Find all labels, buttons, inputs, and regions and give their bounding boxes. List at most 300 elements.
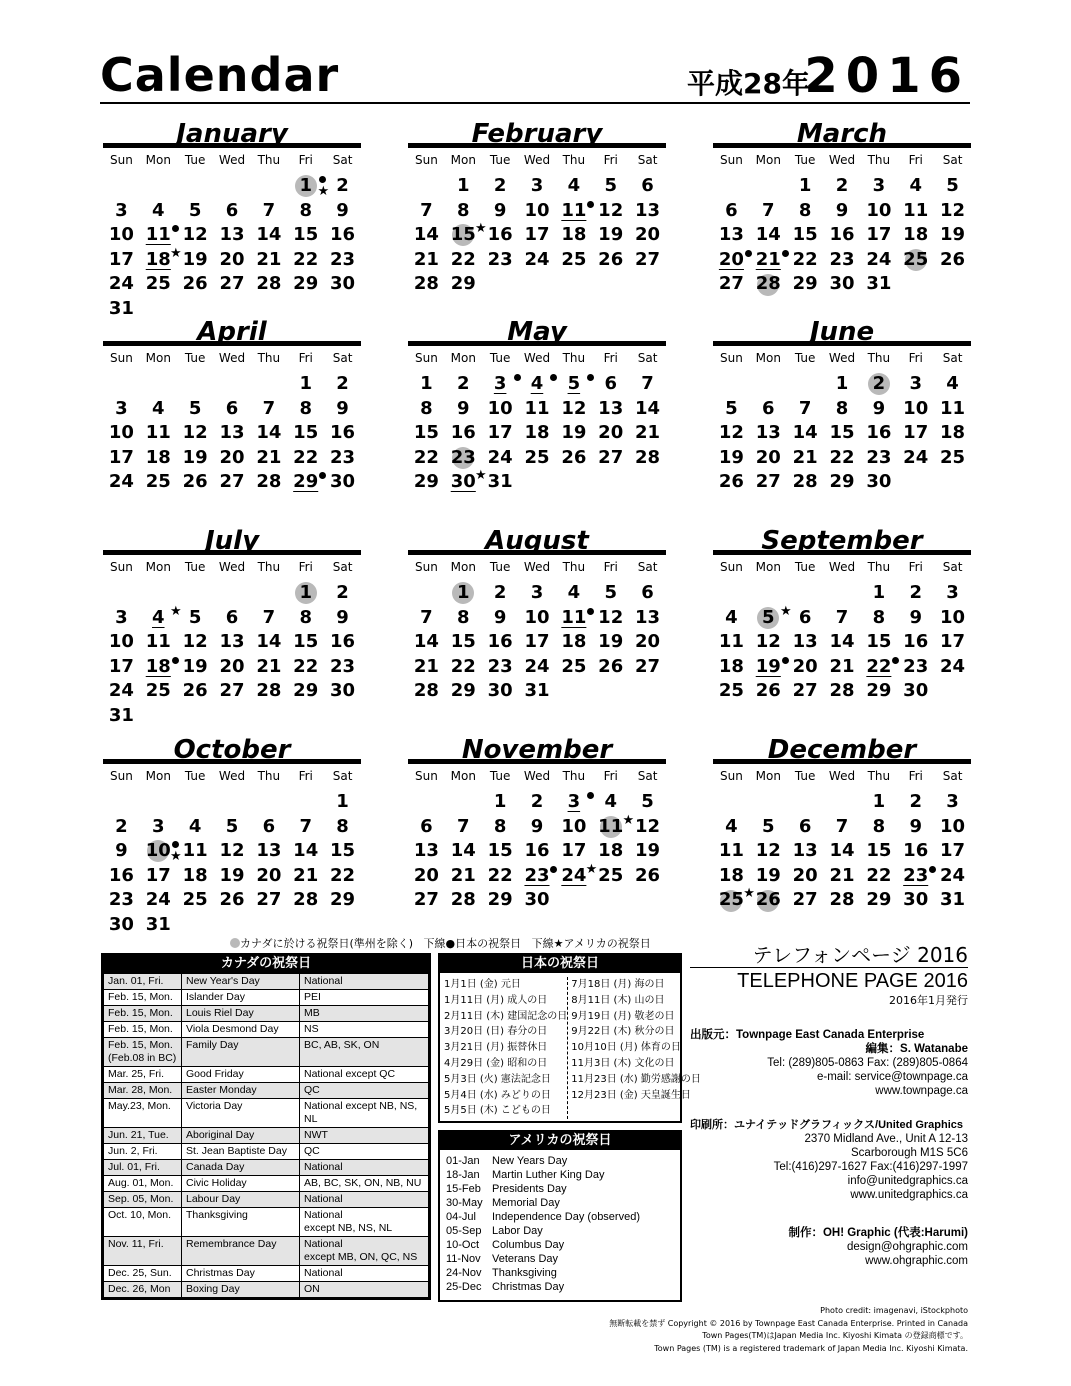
day-cell bbox=[214, 679, 251, 704]
day-cell bbox=[934, 421, 971, 446]
day-cell bbox=[629, 630, 666, 655]
day-number: 7 bbox=[457, 815, 470, 837]
day-cell bbox=[713, 421, 750, 446]
empty-cell bbox=[408, 790, 445, 815]
weekday-header bbox=[713, 768, 971, 784]
day-number: 22 bbox=[293, 248, 319, 270]
printer-addr2: Scarborough M1S 5C6 bbox=[851, 1147, 968, 1159]
weekday-label: Sat bbox=[942, 153, 963, 167]
day-cell bbox=[824, 888, 861, 913]
day-cell bbox=[324, 679, 361, 704]
day-number: 6 bbox=[641, 582, 654, 603]
usa-holiday-star-icon: ★ bbox=[585, 861, 598, 877]
day-number: 11 bbox=[940, 397, 966, 419]
day-cell bbox=[408, 397, 445, 422]
month-name: May bbox=[408, 318, 666, 346]
day-cell bbox=[103, 815, 140, 840]
day-number: 18 bbox=[718, 864, 744, 886]
day-cell bbox=[555, 248, 592, 273]
day-number: 14 bbox=[413, 224, 439, 246]
day-cell bbox=[103, 839, 140, 864]
day-number: 1 bbox=[457, 582, 470, 603]
day-number: 18 bbox=[940, 422, 966, 444]
day-cell bbox=[177, 223, 214, 248]
day-cell bbox=[897, 446, 934, 471]
holiday-region: National bbox=[300, 1266, 429, 1282]
day-number: 29 bbox=[866, 889, 892, 911]
holiday-date: Mar. 25, Fri. bbox=[104, 1067, 182, 1083]
day-number: 11 bbox=[718, 631, 744, 653]
holiday-name: Columbus Day bbox=[492, 1239, 565, 1251]
empty-cell bbox=[103, 174, 140, 199]
day-cell bbox=[445, 655, 482, 680]
day-cell bbox=[860, 790, 897, 815]
day-cell bbox=[287, 679, 324, 704]
day-number: 20 bbox=[219, 248, 245, 270]
empty-cell bbox=[177, 372, 214, 397]
weekday-label: Fri bbox=[603, 560, 618, 574]
usa-holiday-star-icon: ★ bbox=[743, 886, 755, 902]
day-number: 1 bbox=[872, 582, 886, 603]
weekday-label: Mon bbox=[755, 560, 781, 574]
weekday-label: Tue bbox=[489, 153, 511, 167]
holiday-region: NS bbox=[300, 1022, 429, 1038]
day-number: 19 bbox=[182, 248, 208, 270]
empty-cell bbox=[787, 581, 824, 606]
day-number: 20 bbox=[635, 224, 661, 246]
month-name: September bbox=[713, 527, 971, 555]
canada-row bbox=[104, 1006, 429, 1022]
day-number: 27 bbox=[219, 471, 245, 493]
day-number: 27 bbox=[792, 889, 818, 911]
printer-web[interactable]: www.unitedgraphics.ca bbox=[850, 1189, 968, 1201]
day-number: 1 bbox=[299, 373, 312, 394]
day-number: 30 bbox=[330, 471, 356, 493]
day-number: 28 bbox=[450, 889, 476, 911]
day-cell bbox=[140, 839, 182, 865]
day-number: 14 bbox=[413, 631, 439, 653]
empty-cell bbox=[787, 790, 824, 815]
holiday-date: Nov. 11, Fri. bbox=[104, 1237, 182, 1266]
month-november bbox=[408, 736, 666, 913]
day-number: 8 bbox=[336, 815, 349, 837]
day-number: 24 bbox=[524, 248, 550, 270]
japan-holiday-item: 9月19日 (月) 敬老の日 bbox=[571, 1010, 675, 1022]
day-number: 16 bbox=[866, 422, 892, 444]
day-cell bbox=[750, 421, 787, 446]
day-cell bbox=[860, 223, 897, 248]
day-number: 2 bbox=[457, 373, 470, 394]
day-cell bbox=[103, 223, 140, 248]
day-cell bbox=[250, 199, 287, 224]
day-number: 5 bbox=[762, 606, 775, 628]
day-number: 24 bbox=[108, 471, 134, 493]
day-number: 15 bbox=[450, 224, 476, 246]
empty-cell bbox=[287, 790, 324, 815]
day-number: 18 bbox=[561, 224, 587, 246]
day-cell bbox=[629, 839, 666, 864]
holiday-name: Independence Day (observed) bbox=[492, 1211, 640, 1223]
day-cell bbox=[713, 272, 750, 297]
production-web[interactable]: www.ohgraphic.com bbox=[865, 1255, 968, 1267]
production-email[interactable]: design@ohgraphic.com bbox=[847, 1241, 968, 1253]
day-number: 22 bbox=[293, 655, 319, 677]
day-number: 29 bbox=[450, 273, 476, 295]
japan-table-title: 日本の祝祭日 bbox=[440, 955, 680, 973]
day-cell bbox=[555, 630, 592, 655]
day-cell bbox=[519, 421, 556, 446]
day-number: 11 bbox=[561, 606, 587, 628]
day-number: 15 bbox=[413, 422, 439, 444]
day-number: 24 bbox=[108, 273, 134, 295]
day-cell bbox=[140, 655, 177, 680]
production-label: 制作：OH! Graphic (代表:Harumi) bbox=[788, 1227, 968, 1239]
holiday-region: AB, BC, SK, ON, NB, NU bbox=[300, 1176, 429, 1192]
day-grid bbox=[713, 581, 971, 704]
day-number: 13 bbox=[256, 840, 282, 862]
day-cell bbox=[324, 790, 361, 815]
day-number: 16 bbox=[330, 631, 356, 653]
canada-row bbox=[104, 1128, 429, 1144]
printer-label: 印刷所：ユナイテッドグラフィックス/United Graphics bbox=[690, 1119, 964, 1131]
day-cell bbox=[897, 581, 934, 606]
day-cell bbox=[482, 581, 519, 606]
day-number: 30 bbox=[866, 471, 892, 493]
day-cell bbox=[324, 630, 361, 655]
day-cell bbox=[824, 372, 861, 397]
day-cell bbox=[214, 199, 251, 224]
publisher-email[interactable]: e-mail: service@townpage.ca bbox=[816, 1071, 968, 1083]
day-grid bbox=[713, 372, 971, 495]
publisher-tel: Tel: (289)805-0863 Fax: (289)805-0864 bbox=[767, 1057, 968, 1069]
day-number: 21 bbox=[256, 446, 282, 468]
usa-holiday-star-icon: ★ bbox=[170, 245, 182, 261]
day-number: 11 bbox=[561, 199, 587, 221]
day-number: 9 bbox=[909, 606, 922, 628]
day-number: 21 bbox=[413, 248, 439, 270]
day-number: 23 bbox=[903, 864, 929, 886]
day-number: 19 bbox=[598, 631, 624, 653]
day-cell bbox=[214, 397, 251, 422]
day-cell bbox=[177, 606, 214, 631]
empty-cell bbox=[140, 790, 177, 815]
day-number: 9 bbox=[493, 199, 507, 221]
weekday-header bbox=[408, 152, 666, 168]
day-cell bbox=[177, 679, 214, 704]
day-cell bbox=[250, 679, 287, 704]
day-cell bbox=[482, 606, 519, 631]
day-cell bbox=[103, 272, 140, 297]
day-cell bbox=[408, 470, 445, 495]
day-cell bbox=[177, 864, 214, 889]
day-number: 7 bbox=[262, 606, 276, 628]
holiday-date: Mar. 28, Mon. bbox=[104, 1083, 182, 1099]
day-cell bbox=[897, 839, 934, 864]
day-number: 19 bbox=[635, 840, 661, 862]
day-number: 24 bbox=[866, 248, 892, 270]
day-number: 31 bbox=[108, 704, 134, 726]
japan-holiday-dot-icon bbox=[172, 225, 179, 232]
weekday-label: Thu bbox=[562, 769, 586, 783]
publisher-web[interactable]: www.townpage.ca bbox=[875, 1085, 968, 1097]
holiday-name: New Year's Day bbox=[182, 974, 300, 990]
day-cell bbox=[140, 245, 182, 273]
holiday-date: Oct. 10, Mon. bbox=[104, 1208, 182, 1237]
day-cell bbox=[713, 223, 750, 248]
day-number: 28 bbox=[413, 273, 439, 295]
holiday-region: National except MB, ON, QC, NS bbox=[300, 1237, 429, 1266]
holiday-name: Martin Luther King Day bbox=[492, 1169, 605, 1181]
day-number: 5 bbox=[725, 397, 738, 419]
weekday-label: Sat bbox=[637, 769, 658, 783]
day-cell bbox=[140, 815, 177, 840]
day-cell bbox=[750, 248, 787, 273]
day-cell bbox=[519, 679, 556, 704]
holiday-legend bbox=[230, 935, 651, 951]
day-cell bbox=[177, 888, 214, 913]
day-cell bbox=[519, 815, 556, 840]
day-number: 26 bbox=[940, 248, 966, 270]
weekday-header bbox=[713, 350, 971, 366]
day-cell bbox=[214, 864, 251, 889]
holiday-region: National bbox=[300, 1192, 429, 1208]
weekday-label: Mon bbox=[450, 769, 476, 783]
day-cell bbox=[934, 446, 971, 471]
day-number: 14 bbox=[829, 631, 855, 653]
weekday-label: Thu bbox=[257, 560, 281, 574]
weekday-label: Tue bbox=[184, 769, 206, 783]
day-number: 16 bbox=[903, 840, 929, 862]
month-name: November bbox=[408, 736, 666, 764]
day-cell bbox=[787, 272, 824, 297]
day-cell bbox=[214, 223, 251, 248]
day-number: 8 bbox=[835, 397, 849, 419]
japan-holiday-dot-icon bbox=[172, 657, 179, 664]
day-number: 12 bbox=[598, 606, 624, 628]
japan-holiday-item: 5月4日 (水) みどりの日 bbox=[444, 1089, 551, 1101]
month-december bbox=[713, 736, 971, 913]
holiday-name: Christmas Day bbox=[182, 1266, 300, 1282]
weekday-label: Sun bbox=[110, 769, 133, 783]
day-cell bbox=[103, 421, 140, 446]
day-cell bbox=[482, 199, 519, 224]
day-cell bbox=[555, 839, 592, 864]
day-cell bbox=[324, 397, 361, 422]
day-cell bbox=[629, 372, 666, 397]
day-cell bbox=[750, 630, 787, 655]
canada-row bbox=[104, 1144, 429, 1160]
day-number: 5 bbox=[604, 175, 617, 196]
month-name: August bbox=[408, 527, 666, 555]
day-cell bbox=[482, 372, 519, 397]
day-number: 11 bbox=[718, 840, 744, 862]
day-number: 4 bbox=[604, 791, 617, 812]
day-number: 30 bbox=[524, 889, 550, 911]
day-number: 4 bbox=[946, 373, 959, 394]
day-number: 7 bbox=[835, 815, 849, 837]
weekday-label: Mon bbox=[755, 351, 781, 365]
holiday-name: New Years Day bbox=[492, 1155, 568, 1167]
day-number: 23 bbox=[450, 446, 476, 468]
day-cell bbox=[860, 655, 897, 680]
empty-cell bbox=[713, 790, 750, 815]
day-number: 15 bbox=[330, 840, 356, 862]
weekday-label: Thu bbox=[867, 351, 891, 365]
day-cell bbox=[592, 174, 629, 199]
day-number: 1 bbox=[457, 175, 470, 196]
day-cell bbox=[897, 655, 934, 680]
japan-holiday-item: 11月23日 (水) 勤労感謝の日 bbox=[571, 1073, 701, 1085]
usa-holiday-star-icon: ★ bbox=[475, 468, 487, 484]
day-number: 3 bbox=[115, 199, 128, 221]
day-number: 26 bbox=[598, 248, 624, 270]
day-number: 30 bbox=[108, 913, 134, 935]
day-cell bbox=[555, 861, 598, 889]
day-cell bbox=[324, 888, 361, 913]
day-cell bbox=[324, 815, 361, 840]
day-cell bbox=[787, 397, 824, 422]
day-cell bbox=[103, 864, 140, 889]
day-number: 8 bbox=[420, 397, 433, 419]
day-number: 28 bbox=[635, 446, 661, 468]
day-number: 30 bbox=[829, 273, 855, 295]
empty-cell bbox=[824, 581, 861, 606]
usa-holiday-item bbox=[446, 1182, 674, 1196]
weekday-label: Mon bbox=[755, 153, 781, 167]
holiday-region: National bbox=[300, 1160, 429, 1176]
day-cell bbox=[824, 397, 861, 422]
photo-credit: Photo credit: imagenavi, iStockphoto bbox=[820, 1306, 968, 1315]
month-february bbox=[408, 120, 666, 297]
day-cell bbox=[287, 864, 324, 889]
day-cell bbox=[860, 470, 897, 495]
day-number: 29 bbox=[293, 273, 319, 295]
day-cell bbox=[592, 864, 629, 889]
day-number: 28 bbox=[755, 273, 781, 295]
day-cell bbox=[519, 372, 556, 397]
day-number: 25 bbox=[598, 864, 624, 886]
day-number: 19 bbox=[182, 655, 208, 677]
day-cell bbox=[140, 470, 177, 495]
gray-circle-icon bbox=[230, 938, 240, 948]
day-cell bbox=[629, 446, 666, 471]
day-number: 27 bbox=[755, 471, 781, 493]
day-cell bbox=[750, 446, 787, 471]
weekday-label: Mon bbox=[145, 153, 171, 167]
month-july bbox=[103, 527, 361, 729]
weekday-label: Mon bbox=[450, 560, 476, 574]
day-cell bbox=[214, 655, 251, 680]
canada-row bbox=[104, 1067, 429, 1083]
day-number: 10 bbox=[524, 606, 550, 628]
holiday-date: Jan. 01, Fri. bbox=[104, 974, 182, 990]
day-grid bbox=[713, 790, 971, 913]
usa-holiday-item bbox=[446, 1252, 674, 1266]
day-number: 8 bbox=[872, 815, 886, 837]
japan-holiday-dot-icon bbox=[745, 250, 752, 257]
printer-addr1: 2370 Midland Ave., Unit A 12-13 bbox=[804, 1133, 968, 1145]
day-grid bbox=[103, 790, 361, 938]
day-cell bbox=[140, 864, 177, 889]
page-header bbox=[100, 48, 970, 104]
day-number: 4 bbox=[567, 582, 581, 603]
day-cell bbox=[897, 397, 934, 422]
day-number: 26 bbox=[755, 889, 781, 911]
day-number: 13 bbox=[635, 199, 661, 221]
day-cell bbox=[482, 446, 519, 471]
day-cell bbox=[408, 199, 445, 224]
canada-row bbox=[104, 1083, 429, 1099]
day-number: 7 bbox=[262, 397, 276, 419]
day-number: 8 bbox=[457, 199, 470, 221]
day-cell bbox=[555, 372, 592, 397]
printer-email[interactable]: info@unitedgraphics.ca bbox=[847, 1175, 968, 1187]
telephone-page-jp: テレフォンページ 2016 bbox=[690, 942, 968, 968]
publisher-label: 出版元：Townpage East Canada Enterprise bbox=[690, 1029, 925, 1041]
day-cell bbox=[592, 446, 629, 471]
canada-row bbox=[104, 974, 429, 990]
day-number: 6 bbox=[225, 606, 239, 628]
day-number: 5 bbox=[946, 175, 959, 196]
day-number: 20 bbox=[718, 248, 744, 270]
usa-holiday-item bbox=[446, 1210, 674, 1224]
day-cell bbox=[934, 199, 971, 224]
day-number: 16 bbox=[487, 224, 513, 246]
day-number: 9 bbox=[336, 606, 349, 628]
canada-table-title: カナダの祝祭日 bbox=[103, 955, 429, 973]
weekday-label: Wed bbox=[523, 560, 551, 574]
day-cell bbox=[445, 421, 482, 446]
day-cell bbox=[445, 606, 482, 631]
day-number: 7 bbox=[420, 606, 433, 628]
weekday-label: Tue bbox=[489, 351, 511, 365]
weekday-label: Sat bbox=[637, 560, 658, 574]
day-cell bbox=[103, 446, 140, 471]
day-number: 15 bbox=[487, 840, 513, 862]
day-number: 21 bbox=[792, 446, 818, 468]
day-cell bbox=[482, 470, 519, 495]
day-number: 10 bbox=[866, 199, 892, 221]
day-cell bbox=[934, 839, 971, 864]
day-number: 29 bbox=[330, 889, 356, 911]
day-cell bbox=[860, 839, 897, 864]
month-name: December bbox=[713, 736, 971, 764]
day-cell bbox=[713, 864, 750, 889]
day-cell bbox=[629, 864, 666, 889]
day-number: 26 bbox=[755, 680, 781, 702]
day-number: 23 bbox=[108, 889, 134, 911]
day-number: 19 bbox=[561, 422, 587, 444]
empty-cell bbox=[250, 790, 287, 815]
day-cell bbox=[592, 812, 635, 840]
day-number: 16 bbox=[487, 631, 513, 653]
day-cell bbox=[934, 174, 971, 199]
holiday-date: Jun. 2, Fri. bbox=[104, 1144, 182, 1160]
day-number: 18 bbox=[903, 224, 929, 246]
printer-tel: Tel:(416)297-1627 Fax:(416)297-1997 bbox=[773, 1161, 968, 1173]
holiday-name: Thanksgiving bbox=[182, 1208, 300, 1237]
day-cell bbox=[750, 397, 787, 422]
day-cell bbox=[250, 815, 287, 840]
weekday-label: Thu bbox=[257, 769, 281, 783]
japan-holiday-dot-icon bbox=[587, 201, 594, 208]
day-number: 4 bbox=[725, 815, 738, 837]
day-number: 18 bbox=[561, 631, 587, 653]
weekday-header bbox=[408, 559, 666, 575]
day-number: 22 bbox=[792, 248, 818, 270]
holiday-name: Boxing Day bbox=[182, 1282, 300, 1298]
day-cell bbox=[140, 397, 177, 422]
